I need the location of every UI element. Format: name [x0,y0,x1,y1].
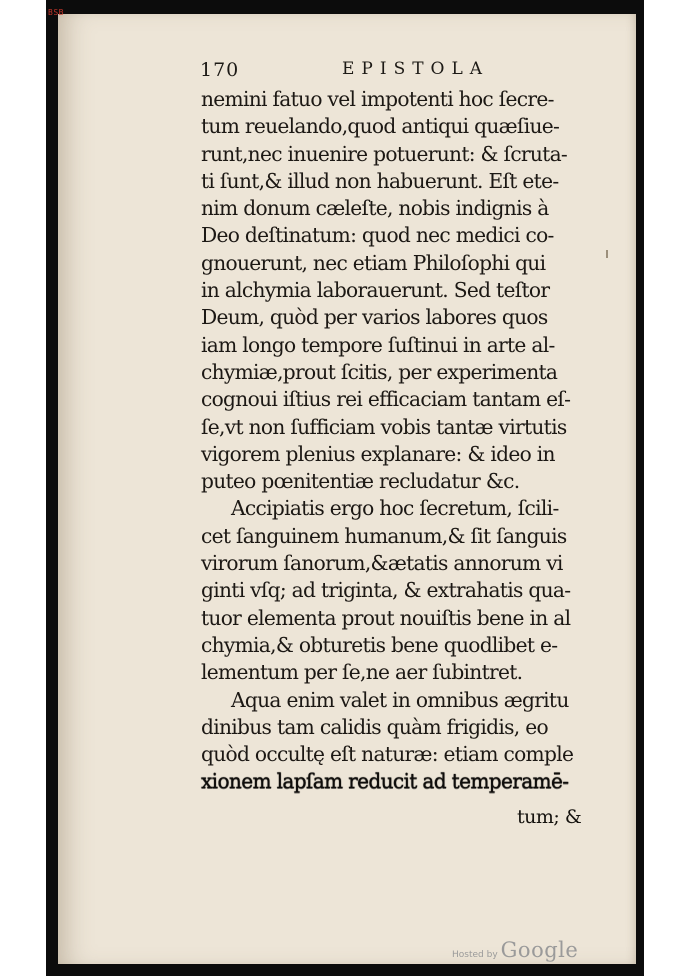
text-line: in alchymia laborauerunt. Sed teſtor [201,278,550,303]
text-line: quòd occultę eſt naturæ: etiam comple [201,742,574,767]
library-stamp: BSB [48,8,64,17]
text-line: Deum, quòd per varios labores quos [201,305,548,330]
text-line: chymia,& obturetis bene quodlibet e- [201,632,558,657]
running-title: EPISTOLA [342,59,490,79]
google-logo: Google [500,938,579,962]
text-line: cet ſanguinem humanum,& ſit ſanguis [201,523,567,548]
text-line: nim donum cæleſte, nobis indignis à [201,196,549,221]
catchword: tum; & [517,806,582,828]
text-line: dinibus tam calidis quàm frigidis, eo [201,714,548,739]
text-line: ſe,vt non ſufficiam vobis tantæ virtutis [201,414,567,439]
text-line: lementum per ſe,ne aer ſubintret. [201,660,523,685]
paragraph-start-line: Aqua enim valet in omnibus ægritu [231,687,569,712]
paper-blemish [606,250,608,258]
text-line: vigorem plenius explanare: & ideo in [201,441,555,466]
text-line: cognoui iſtius rei efficaciam tantam eſ- [201,387,571,412]
text-line: iam longo tempore ſuſtinui in arte al- [201,332,555,357]
body-text [201,86,603,796]
text-line: chymiæ,prout ſcitis, per experimenta [201,359,558,384]
text-line: tuor elementa prout nouiſtis bene in al [201,605,571,630]
watermark-hosted-text: Hosted by [452,950,498,960]
paragraph-start-line: Accipiatis ergo hoc ſecretum, ſcili- [231,496,559,521]
text-line: puteo pœnitentiæ recludatur &c. [201,469,520,494]
google-watermark [452,938,578,962]
text-line: Deo deſtinatum: quod nec medici co- [201,223,554,248]
page-number: 170 [200,59,240,81]
text-line: virorum ſanorum,&ætatis annorum vi [201,551,563,576]
text-line: gnouerunt, nec etiam Philoſophi qui [201,250,546,275]
text-line: ginti vſq; ad triginta, & extrahatis qua- [201,578,571,603]
text-line: runt,nec inuenire potuerunt: & ſcruta- [201,141,568,166]
smudged-text-line: xionem lapſam reducit ad temperamē- [201,769,569,794]
text-line: tum reuelando,quod antiqui quæſiue- [201,114,560,139]
text-line: ti ſunt,& illud non habuerunt. Eſt ete- [201,168,559,193]
page-header [200,59,520,87]
text-line: nemini fatuo vel impotenti hoc ſecre- [201,87,554,111]
